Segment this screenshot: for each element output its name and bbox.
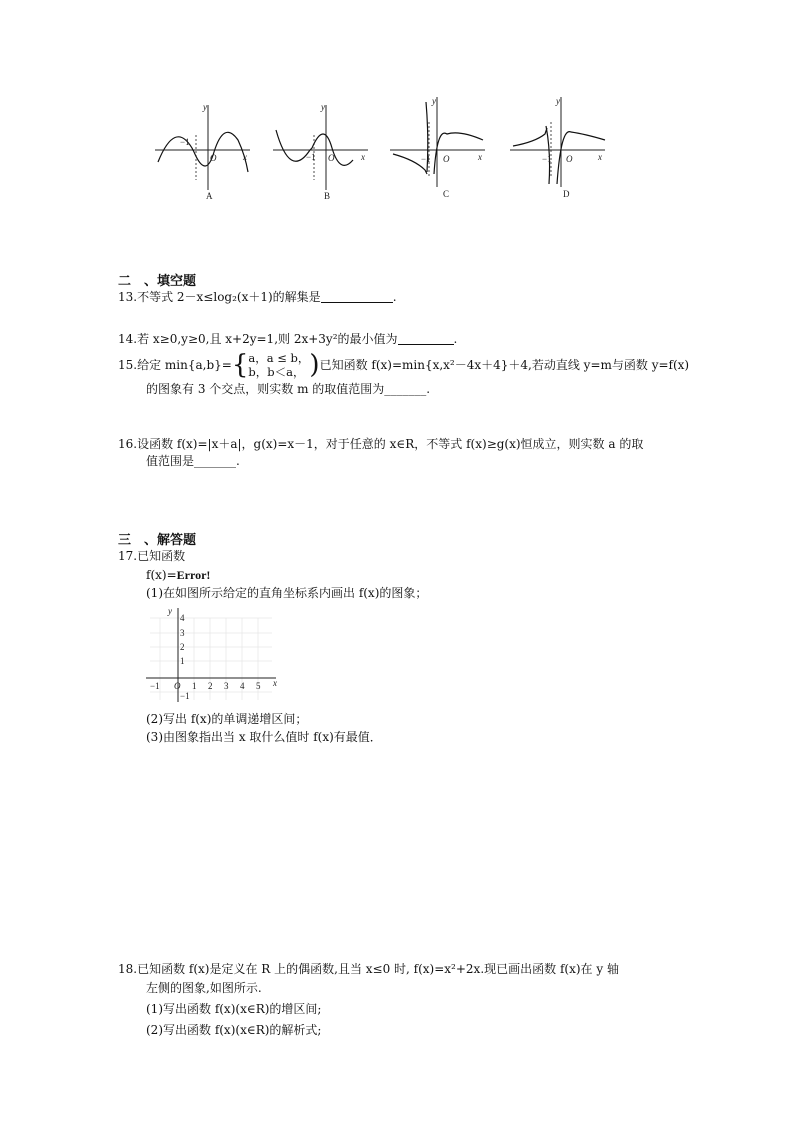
graph-option-label: C bbox=[443, 189, 450, 197]
question-18-part2: (2)写出函数 f(x)(x∈R)的解析式; bbox=[146, 1023, 322, 1037]
question-14-text: 14.若 x≥0,y≥0,且 x+2y=1,则 2x+3y²的最小值为 bbox=[118, 332, 398, 346]
graph-origin: O bbox=[566, 154, 573, 164]
answer-blank bbox=[321, 290, 393, 303]
section-answer-title: 三 、解答题 bbox=[118, 533, 197, 548]
question-17-stem: 17.已知函数 bbox=[118, 549, 186, 563]
graph-neg-tick: −1 bbox=[542, 154, 552, 164]
graph-x-label: x bbox=[478, 152, 482, 162]
graph-y-label: y bbox=[321, 102, 325, 112]
graph-x-label: x bbox=[361, 152, 365, 162]
graph-x-label: x bbox=[243, 152, 247, 162]
grid-x-tick: 5 bbox=[256, 681, 261, 691]
graph-neg-tick: −1 bbox=[306, 152, 316, 162]
question-14-end: . bbox=[453, 332, 458, 346]
piecewise-brace: { bbox=[231, 350, 249, 380]
question-16-line1: 16.设函数 f(x)=|x＋a|，g(x)=x－1，对于任意的 x∈R，不等式 f(x)≥g(x)恒成立，则实数 a 的取 bbox=[118, 437, 644, 451]
graph-origin: O bbox=[210, 153, 217, 163]
grid-x-tick: 1 bbox=[192, 681, 197, 691]
graph-y-label: y bbox=[432, 96, 436, 106]
graph-origin: O bbox=[328, 153, 335, 163]
grid-x-tick: −1 bbox=[150, 681, 160, 691]
question-17-part3: (3)由图象指出当 x 取什么值时 f(x)有最值． bbox=[146, 730, 382, 744]
graph-neg-tick: −1 bbox=[421, 154, 431, 164]
answer-blank bbox=[398, 332, 454, 345]
question-13-end: . bbox=[392, 290, 397, 304]
question-13 bbox=[118, 288, 397, 306]
function-error: Error! bbox=[176, 568, 211, 582]
graph-neg-tick: −1 bbox=[180, 137, 190, 147]
case-1: a，a ≤ b， bbox=[248, 351, 310, 365]
question-16-line2: 值范围是_______. bbox=[146, 454, 240, 468]
question-13-text: 13.不等式 2－x≤log₂(x＋1)的解集是 bbox=[118, 290, 321, 304]
graph-option-label: A bbox=[206, 191, 213, 201]
graph-c bbox=[385, 92, 495, 197]
grid-x-tick: 4 bbox=[240, 681, 245, 691]
graph-d bbox=[505, 92, 615, 197]
graph-x-label: x bbox=[598, 152, 602, 162]
grid-y-tick: −1 bbox=[180, 691, 190, 701]
graph-a bbox=[150, 100, 260, 205]
question-18-line1: 18.已知函数 f(x)是定义在 R 上的偶函数,且当 x≤0 时, f(x)=x²+2x.现已画出函数 f(x)在 y 轴 bbox=[118, 962, 619, 976]
grid-x-label: x bbox=[273, 678, 277, 688]
case-2: b，b＜a， bbox=[248, 365, 305, 379]
question-15-prefix: 15.给定 min{a,b}= bbox=[118, 358, 232, 372]
question-17-part2: (2)写出 f(x)的单调递增区间； bbox=[146, 712, 308, 726]
grid-x-tick: 3 bbox=[224, 681, 229, 691]
graph-option-label: B bbox=[324, 191, 331, 201]
grid-origin: O bbox=[174, 681, 181, 691]
question-15-line2: 的图象有 3 个交点，则实数 m 的取值范围为_______. bbox=[146, 382, 431, 396]
function-prefix: f(x)= bbox=[146, 568, 177, 582]
grid-y-tick: 2 bbox=[180, 642, 185, 652]
question-17-part1: (1)在如图所示给定的直角坐标系内画出 f(x)的图象； bbox=[146, 586, 428, 600]
piecewise-close: ) bbox=[309, 350, 320, 380]
question-18-part1: (1)写出函数 f(x)(x∈R)的增区间; bbox=[146, 1002, 322, 1016]
q17-coordinate-grid bbox=[142, 604, 282, 704]
graph-b bbox=[268, 100, 378, 205]
grid-y-tick: 3 bbox=[180, 628, 185, 638]
grid-y-label: y bbox=[168, 606, 172, 616]
question-18-line2: 左侧的图象,如图所示. bbox=[146, 981, 262, 995]
graph-y-label: y bbox=[203, 102, 207, 112]
graph-y-label: y bbox=[556, 96, 560, 106]
question-17-function bbox=[146, 566, 210, 584]
question-15-suffix: 已知函数 f(x)=min{x,x²－4x＋4}＋4,若动直线 y=m与函数 y=f(x) bbox=[319, 358, 690, 372]
question-15 bbox=[118, 348, 689, 384]
grid-y-tick: 1 bbox=[180, 656, 185, 666]
grid-y-tick: 4 bbox=[180, 613, 185, 623]
piecewise-cases bbox=[248, 351, 309, 379]
graph-origin: O bbox=[443, 154, 450, 164]
question-14 bbox=[118, 330, 457, 348]
section-fill-in-title: 二 、填空题 bbox=[118, 274, 197, 289]
graph-option-label: D bbox=[563, 189, 570, 197]
grid-x-tick: 2 bbox=[208, 681, 213, 691]
